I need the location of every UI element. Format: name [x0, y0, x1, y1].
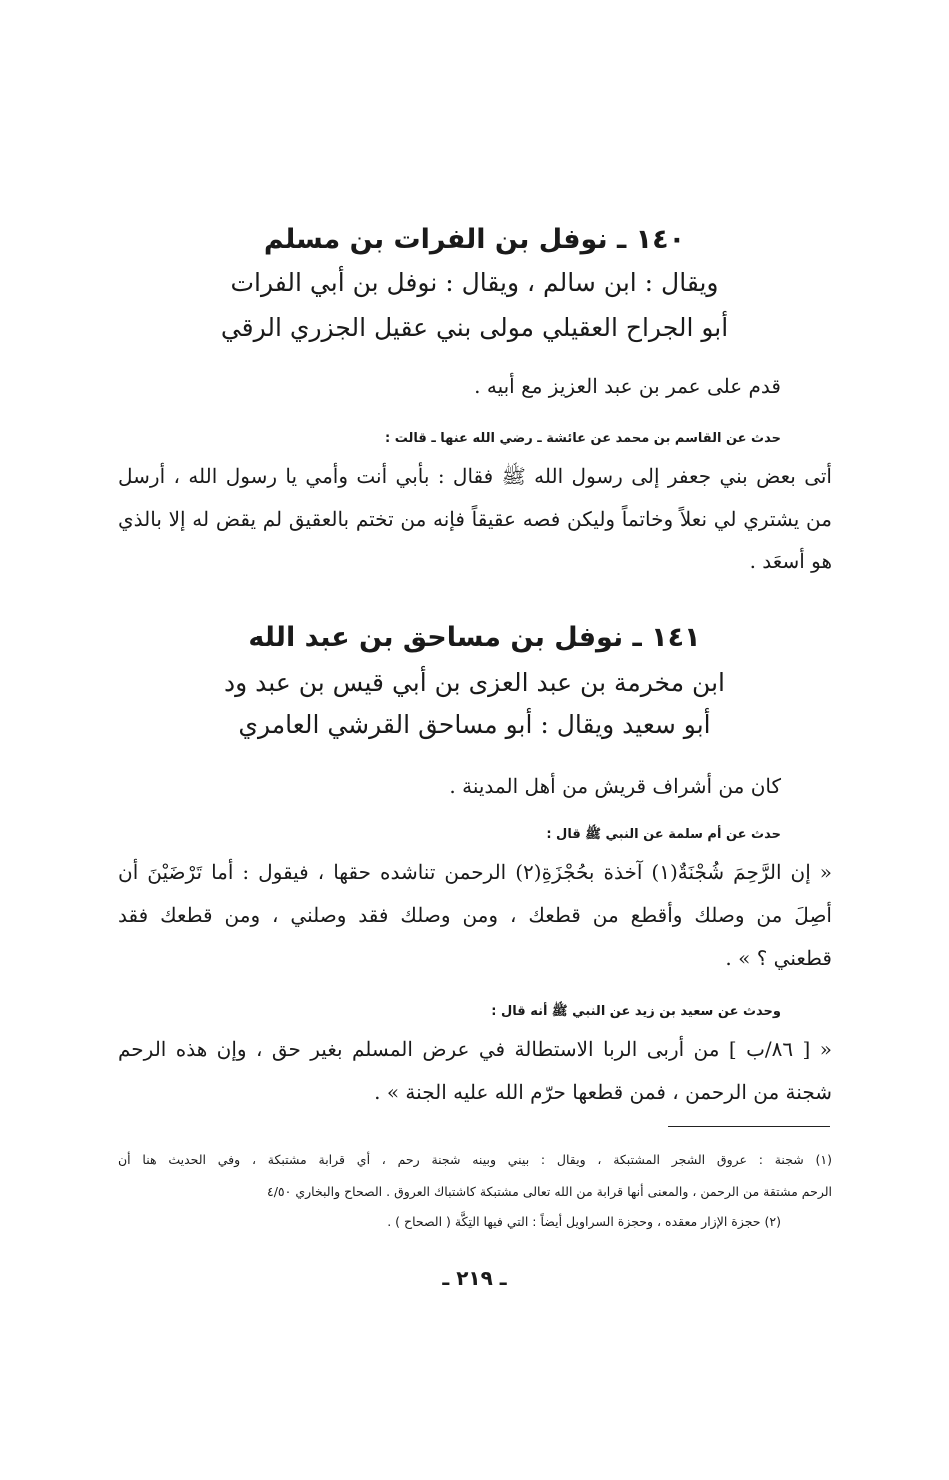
entry-140-subtitle-1: ويقال : ابن سالم ، ويقال : نوفل بن أبي الفرات — [230, 268, 719, 297]
entry-140-hadith-line-2: من يشتري لي نعلاً وخاتماً وليكن فصه عقيقاً فإنه من تختم بالعقيق لم يقض له إلا بالذي — [118, 507, 832, 531]
entry-140-heading: ١٤٠ ـ نوفل بن الفرات بن مسلم — [263, 224, 686, 255]
entry-140-hadith-line-1: أتى بعض بني جعفر إلى رسول الله ﷺ فقال : بأبي أنت وأمي يا رسول الله ، أرسل — [118, 464, 832, 488]
entry-140-subtitle-2: أبو الجراح العقيلي مولى بني عقيل الجزري الرقي — [220, 313, 729, 342]
footnote-2: (٢) حجزة الإزار معقده ، وحجزة السراويل أيضاً : التي فيها التِكَّة ( الصحاح ) . — [387, 1214, 781, 1229]
entry-141-intro: كان من أشراف قريش من أهل المدينة . — [449, 774, 781, 798]
entry-140-intro: قدم على عمر بن عبد العزيز مع أبيه . — [474, 374, 781, 398]
entry-141-hadith-1-line-1: « إن الرَّحِمَ شُجْنَةٌ(١) آخذة بحُجْزَةِ(٢) الرحمن تناشده حقها ، فيقول : أما تَرْضَيْنَ أن — [118, 860, 833, 884]
entry-140-chain: حدث عن القاسم بن محمد عن عائشة ـ رضي الله عنها ـ قالت : — [385, 431, 781, 446]
entry-140-hadith-line-3: هو أسعَد . — [749, 549, 832, 573]
entry-141-subtitle-1: ابن مخرمة بن عبد العزى بن أبي قيس بن عبد ود — [224, 668, 725, 697]
page-number: ـ ٢١٩ ـ — [442, 1266, 507, 1290]
footnote-separator — [668, 1126, 830, 1127]
entry-141-chain-2: وحدث عن سعيد بن زيد عن النبي ﷺ أنه قال : — [491, 1004, 781, 1019]
footnote-1-line-2: الرحم مشتقة من الرحمن ، والمعنى أنها قرابة من الله تعالى مشتبكة كاشتباك العروق . الصحاح والبخاري ٤/٥٠ — [266, 1184, 832, 1199]
entry-141-hadith-2-line-1: « [ ٨٦/ب ] من أربى الربا الاستطالة في عرض المسلم بغير حق ، وإن هذه الرحم — [118, 1037, 832, 1061]
entry-141-chain-1: حدث عن أم سلمة عن النبي ﷺ قال : — [546, 827, 781, 842]
entry-141-subtitle-2: أبو سعيد ويقال : أبو مساحق القرشي العامري — [238, 710, 711, 739]
entry-141-heading: ١٤١ ـ نوفل بن مساحق بن عبد الله — [248, 622, 701, 653]
footnote-1-line-1: (١) شجنة : عروق الشجر المشتبكة ، ويقال : بيني وبينه شجنة رحم ، أي قرابة مشتبكة ، وفي الحديث هنا أن — [118, 1152, 832, 1167]
entry-141-hadith-1-line-3: قطعني ؟ » . — [725, 946, 832, 970]
entry-141-hadith-2-line-2: شجنة من الرحمن ، فمن قطعها حرّم الله عليه الجنة » . — [374, 1080, 832, 1104]
entry-141-hadith-1-line-2: أصِلَ من وصلك وأقطع من قطعك ، ومن وصلك فقد وصلني ، ومن قطعك فقد — [118, 903, 832, 927]
